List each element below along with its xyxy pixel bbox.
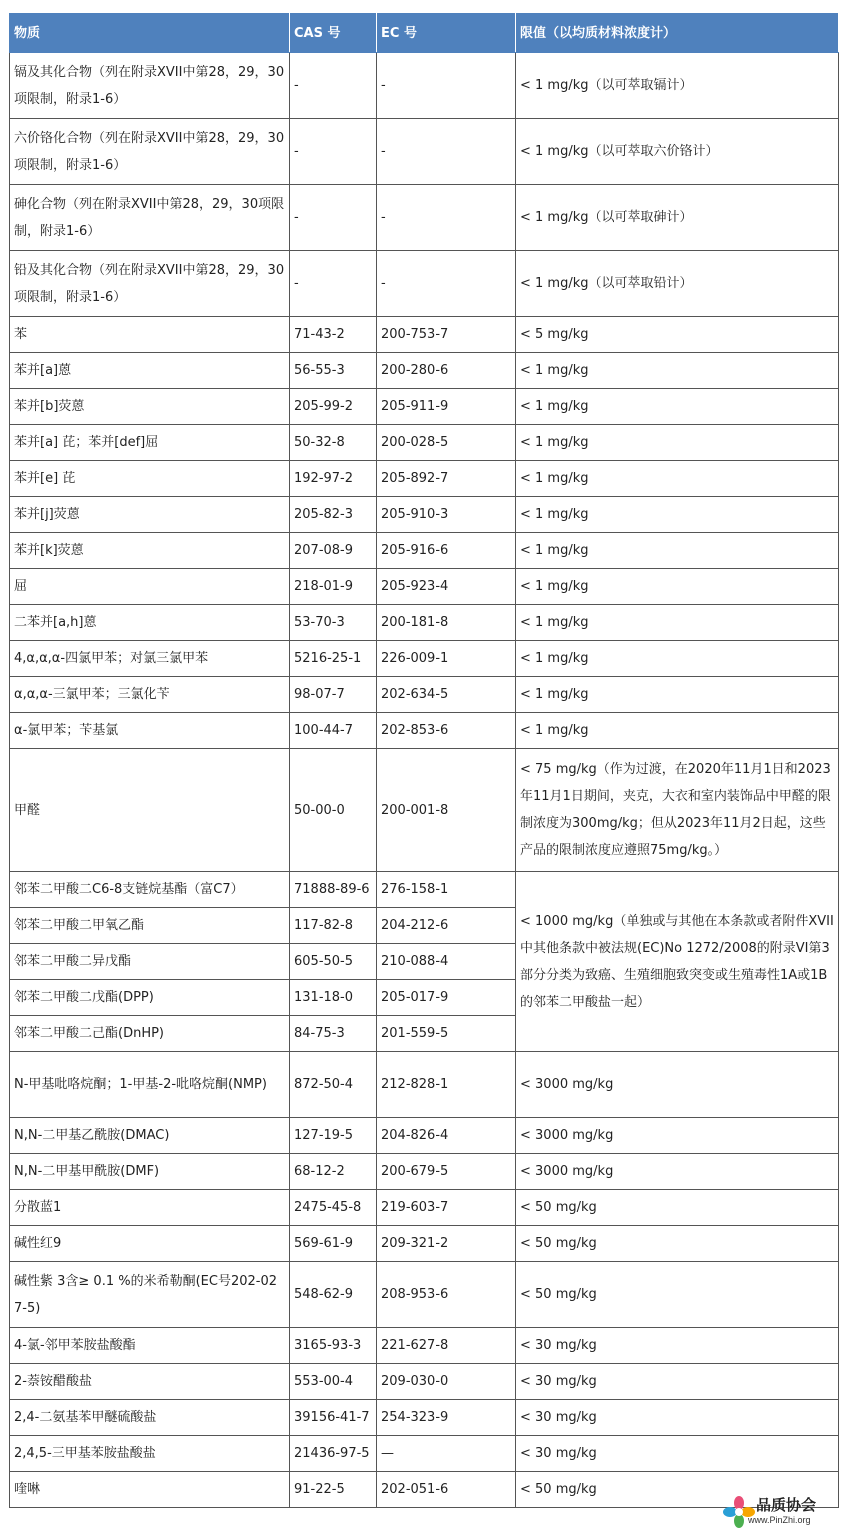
substance-cell: 苯并[k]荧蒽 <box>10 533 290 569</box>
table-row <box>10 1226 839 1262</box>
cas-cell: 56-55-3 <box>290 353 377 389</box>
ec-cell: - <box>377 53 516 119</box>
cas-cell: 100-44-7 <box>290 713 377 749</box>
ec-cell: 200-753-7 <box>377 317 516 353</box>
ec-cell: 204-212-6 <box>377 908 516 944</box>
table-row <box>10 677 839 713</box>
table-row <box>10 1052 839 1118</box>
limit-cell: < 30 mg/kg <box>516 1436 839 1472</box>
cas-cell: - <box>290 185 377 251</box>
cas-cell: 91-22-5 <box>290 1472 377 1508</box>
table-row <box>10 713 839 749</box>
table-row <box>10 119 839 185</box>
cas-cell: 71888-89-6 <box>290 872 377 908</box>
substance-cell: 二苯并[a,h]蒽 <box>10 605 290 641</box>
cas-cell: - <box>290 251 377 317</box>
limit-cell: < 50 mg/kg <box>516 1472 839 1508</box>
substance-cell: 喹啉 <box>10 1472 290 1508</box>
limit-cell: < 1 mg/kg <box>516 461 839 497</box>
cas-cell: 127-19-5 <box>290 1118 377 1154</box>
cas-cell: 205-99-2 <box>290 389 377 425</box>
ec-cell: 202-853-6 <box>377 713 516 749</box>
substance-cell: 碱性紫 3含≥ 0.1 %的米希勒酮(EC号202-027-5) <box>10 1262 290 1328</box>
substance-cell: 苯并[a] 芘；苯并[def]屈 <box>10 425 290 461</box>
limit-cell: < 50 mg/kg <box>516 1226 839 1262</box>
substance-cell: 邻苯二甲酸二己酯(DnHP) <box>10 1016 290 1052</box>
substance-cell: 2,4,5-三甲基苯胺盐酸盐 <box>10 1436 290 1472</box>
table-row <box>10 1400 839 1436</box>
ec-cell: 226-009-1 <box>377 641 516 677</box>
table-header-row <box>10 14 839 53</box>
ec-cell: 202-051-6 <box>377 1472 516 1508</box>
ec-cell: 205-892-7 <box>377 461 516 497</box>
table-row <box>10 389 839 425</box>
header-substance: 物质 <box>10 14 290 53</box>
substance-cell: 苯并[j]荧蒽 <box>10 497 290 533</box>
table-row <box>10 1472 839 1508</box>
substance-cell: 邻苯二甲酸二甲氧乙酯 <box>10 908 290 944</box>
watermark-url: www.PinZhi.org <box>748 1515 811 1525</box>
limit-cell: < 1 mg/kg <box>516 533 839 569</box>
cas-cell: 117-82-8 <box>290 908 377 944</box>
ec-cell: 200-679-5 <box>377 1154 516 1190</box>
cas-cell: 2475-45-8 <box>290 1190 377 1226</box>
cas-cell: 553-00-4 <box>290 1364 377 1400</box>
ec-cell: 209-321-2 <box>377 1226 516 1262</box>
substance-cell: 砷化合物（列在附录XVII中第28，29，30项限制，附录1-6） <box>10 185 290 251</box>
restricted-substances-table <box>9 13 839 1508</box>
limit-cell: < 1 mg/kg（以可萃取铅计） <box>516 251 839 317</box>
table-row <box>10 1118 839 1154</box>
table-row <box>10 569 839 605</box>
substance-cell: 4,α,α,α-四氯甲苯；对氯三氯甲苯 <box>10 641 290 677</box>
substance-cell: α,α,α-三氯甲苯；三氯化苄 <box>10 677 290 713</box>
limit-cell: < 1 mg/kg <box>516 677 839 713</box>
table-row <box>10 1154 839 1190</box>
table-row <box>10 749 839 872</box>
cas-cell: - <box>290 53 377 119</box>
substance-cell: 六价铬化合物（列在附录XVII中第28，29，30项限制，附录1-6） <box>10 119 290 185</box>
table-row <box>10 1436 839 1472</box>
cas-cell: 39156-41-7 <box>290 1400 377 1436</box>
substance-cell: 苯并[e] 芘 <box>10 461 290 497</box>
cas-cell: 569-61-9 <box>290 1226 377 1262</box>
limit-cell: < 3000 mg/kg <box>516 1154 839 1190</box>
ec-cell: - <box>377 185 516 251</box>
cas-cell: 84-75-3 <box>290 1016 377 1052</box>
ec-cell: 201-559-5 <box>377 1016 516 1052</box>
limit-cell: < 1 mg/kg（以可萃取六价铬计） <box>516 119 839 185</box>
limit-cell: < 50 mg/kg <box>516 1190 839 1226</box>
table-row <box>10 251 839 317</box>
ec-cell: 276-158-1 <box>377 872 516 908</box>
ec-cell: 200-280-6 <box>377 353 516 389</box>
substance-cell: N,N-二甲基乙酰胺(DMAC) <box>10 1118 290 1154</box>
limit-cell: < 3000 mg/kg <box>516 1052 839 1118</box>
ec-cell: — <box>377 1436 516 1472</box>
limit-cell: < 30 mg/kg <box>516 1364 839 1400</box>
cas-cell: 218-01-9 <box>290 569 377 605</box>
table-row <box>10 317 839 353</box>
limit-cell: < 1 mg/kg <box>516 605 839 641</box>
substance-cell: 镉及其化合物（列在附录XVII中第28，29，30项限制，附录1-6） <box>10 53 290 119</box>
phthalate-limit-cell: < 1000 mg/kg（单独或与其他在本条款或者附件XVII中其他条款中被法规(EC)No 1272/2008的附录VI第3部分分类为致癌、生殖细胞致突变或生殖毒性1A或1B的邻苯二甲酸盐一起） <box>516 872 839 1052</box>
ec-cell: 221-627-8 <box>377 1328 516 1364</box>
limit-cell: < 1 mg/kg <box>516 569 839 605</box>
ec-cell: 200-181-8 <box>377 605 516 641</box>
table-row <box>10 461 839 497</box>
ec-cell: 205-017-9 <box>377 980 516 1016</box>
cas-cell: - <box>290 119 377 185</box>
limit-cell: < 1 mg/kg <box>516 389 839 425</box>
cas-cell: 3165-93-3 <box>290 1328 377 1364</box>
table-row <box>10 1262 839 1328</box>
pinzhi-watermark-logo <box>722 1493 840 1531</box>
cas-cell: 205-82-3 <box>290 497 377 533</box>
ec-cell: 205-923-4 <box>377 569 516 605</box>
ec-cell: 254-323-9 <box>377 1400 516 1436</box>
cas-cell: 605-50-5 <box>290 944 377 980</box>
cas-cell: 53-70-3 <box>290 605 377 641</box>
substance-cell: 碱性红9 <box>10 1226 290 1262</box>
limit-cell: < 50 mg/kg <box>516 1262 839 1328</box>
ec-cell: 205-910-3 <box>377 497 516 533</box>
substance-cell: 邻苯二甲酸二C6-8支链烷基酯（富C7） <box>10 872 290 908</box>
ec-cell: 200-001-8 <box>377 749 516 872</box>
ec-cell: 205-911-9 <box>377 389 516 425</box>
table-row <box>10 533 839 569</box>
header-cas: CAS 号 <box>290 14 377 53</box>
ec-cell: 210-088-4 <box>377 944 516 980</box>
limit-cell: < 1 mg/kg <box>516 713 839 749</box>
limit-cell: < 5 mg/kg <box>516 317 839 353</box>
substance-cell: 苯并[b]荧蒽 <box>10 389 290 425</box>
substance-cell: 2,4-二氨基苯甲醚硫酸盐 <box>10 1400 290 1436</box>
ec-cell: - <box>377 119 516 185</box>
table-row <box>10 353 839 389</box>
cas-cell: 50-32-8 <box>290 425 377 461</box>
cas-cell: 98-07-7 <box>290 677 377 713</box>
cas-cell: 192-97-2 <box>290 461 377 497</box>
cas-cell: 71-43-2 <box>290 317 377 353</box>
cas-cell: 68-12-2 <box>290 1154 377 1190</box>
substance-cell: 屈 <box>10 569 290 605</box>
table-row <box>10 425 839 461</box>
limit-cell: < 1 mg/kg（以可萃取砷计） <box>516 185 839 251</box>
ec-cell: 219-603-7 <box>377 1190 516 1226</box>
limit-cell: < 1 mg/kg <box>516 425 839 461</box>
substance-cell: 4-氯-邻甲苯胺盐酸酯 <box>10 1328 290 1364</box>
limit-cell: < 30 mg/kg <box>516 1328 839 1364</box>
ec-cell: - <box>377 251 516 317</box>
ec-cell: 212-828-1 <box>377 1052 516 1118</box>
limit-cell: < 1 mg/kg <box>516 353 839 389</box>
cas-cell: 50-00-0 <box>290 749 377 872</box>
table-row <box>10 53 839 119</box>
substance-cell: 苯并[a]蒽 <box>10 353 290 389</box>
table-row <box>10 1328 839 1364</box>
substance-cell: 邻苯二甲酸二异戊酯 <box>10 944 290 980</box>
limit-cell: < 3000 mg/kg <box>516 1118 839 1154</box>
cas-cell: 207-08-9 <box>290 533 377 569</box>
substance-cell: N-甲基吡咯烷酮；1-甲基-2-吡咯烷酮(NMP) <box>10 1052 290 1118</box>
table-row <box>10 497 839 533</box>
cas-cell: 548-62-9 <box>290 1262 377 1328</box>
substance-cell: 2-萘铵醋酸盐 <box>10 1364 290 1400</box>
watermark-name: 品质协会 <box>756 1496 817 1514</box>
table-row <box>10 185 839 251</box>
substance-cell: 甲醛 <box>10 749 290 872</box>
ec-cell: 204-826-4 <box>377 1118 516 1154</box>
cas-cell: 5216-25-1 <box>290 641 377 677</box>
limit-cell: < 1 mg/kg <box>516 497 839 533</box>
ec-cell: 208-953-6 <box>377 1262 516 1328</box>
header-limit: 限值（以均质材料浓度计） <box>516 14 839 53</box>
substance-cell: 苯 <box>10 317 290 353</box>
substance-cell: 分散蓝1 <box>10 1190 290 1226</box>
table-row <box>10 872 839 908</box>
cas-cell: 21436-97-5 <box>290 1436 377 1472</box>
substance-cell: 铅及其化合物（列在附录XVII中第28，29，30项限制，附录1-6） <box>10 251 290 317</box>
substance-cell: 邻苯二甲酸二戊酯(DPP) <box>10 980 290 1016</box>
ec-cell: 202-634-5 <box>377 677 516 713</box>
limit-cell: < 1 mg/kg（以可萃取镉计） <box>516 53 839 119</box>
substance-cell: α-氯甲苯；苄基氯 <box>10 713 290 749</box>
table-row <box>10 1364 839 1400</box>
cas-cell: 872-50-4 <box>290 1052 377 1118</box>
substance-cell: N,N-二甲基甲酰胺(DMF) <box>10 1154 290 1190</box>
table-row <box>10 1190 839 1226</box>
cas-cell: 131-18-0 <box>290 980 377 1016</box>
limit-cell: < 1 mg/kg <box>516 641 839 677</box>
ec-cell: 200-028-5 <box>377 425 516 461</box>
ec-cell: 205-916-6 <box>377 533 516 569</box>
limit-cell: < 75 mg/kg（作为过渡，在2020年11月1日和2023年11月1日期间，夹克，大衣和室内装饰品中甲醛的限制浓度为300mg/kg；但从2023年11月2日起，这些产品的限制浓度应遵照75mg/kg。） <box>516 749 839 872</box>
ec-cell: 209-030-0 <box>377 1364 516 1400</box>
table-row <box>10 605 839 641</box>
table-row <box>10 641 839 677</box>
header-ec: EC 号 <box>377 14 516 53</box>
limit-cell: < 30 mg/kg <box>516 1400 839 1436</box>
